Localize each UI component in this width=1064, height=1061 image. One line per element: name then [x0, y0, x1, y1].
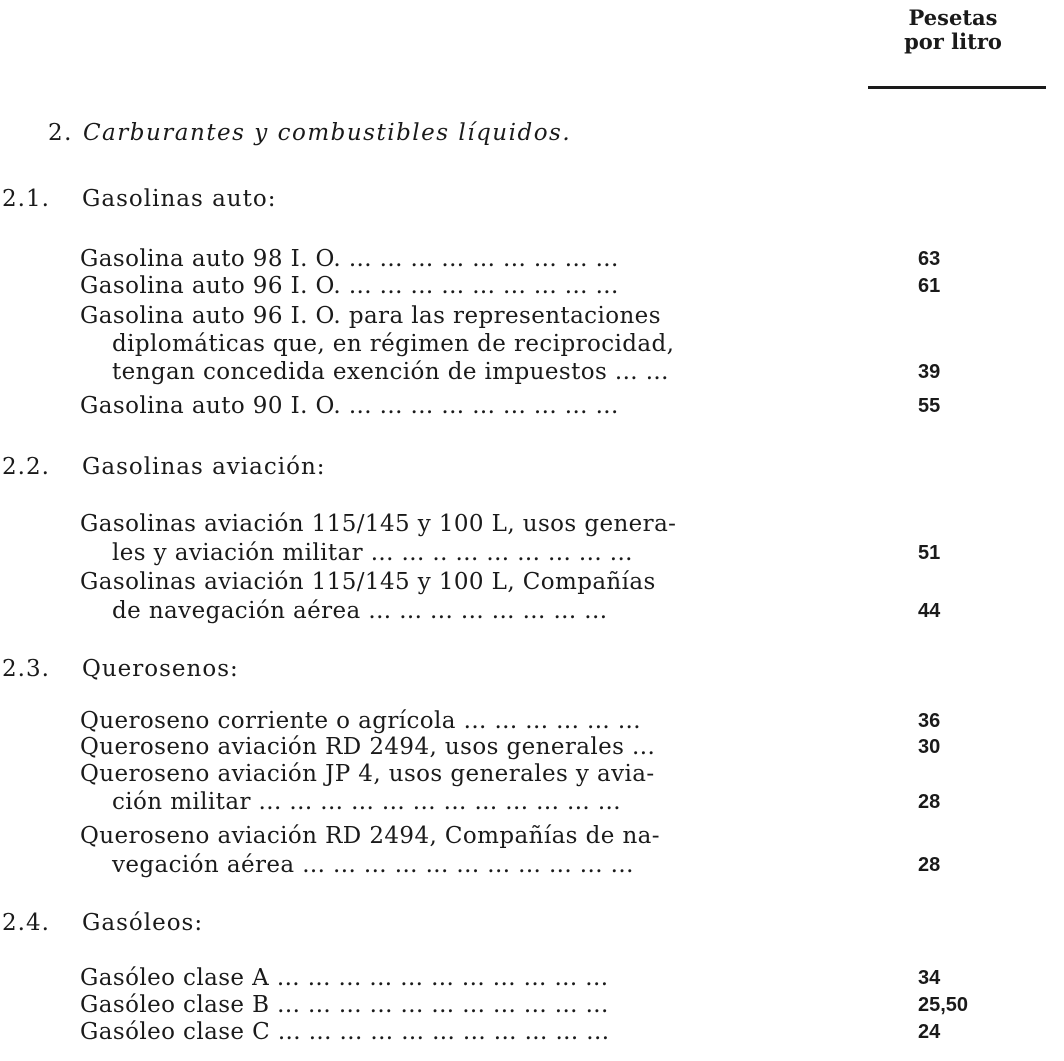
item-text: Gasolinas aviación 115/145 y 100 L, usos genera-	[80, 511, 677, 537]
item-text: Gasóleo clase C ... ... ... ... ... ... ... ... ... ... ...	[80, 1019, 610, 1045]
item-text: vegación aérea ... ... ... ... ... ... ... ... ... ... ...	[112, 852, 634, 878]
item-value: 28	[918, 791, 941, 813]
subsection-2-3	[0, 656, 239, 682]
item-text: Gasolina auto 96 I. O. para las representaciones	[80, 303, 661, 329]
subsection-title: Gasolinas aviación:	[82, 454, 326, 480]
subsection-title: Gasóleos:	[82, 910, 204, 936]
section-number: 2.	[48, 120, 73, 146]
item-text: Gasóleo clase A ... ... ... ... ... ... ... ... ... ... ...	[80, 965, 609, 991]
subsection-number: 2.2.	[2, 454, 50, 480]
item-text: tengan concedida exención de impuestos ... ...	[112, 359, 669, 385]
item-text: Gasolinas aviación 115/145 y 100 L, Compañías	[80, 569, 656, 595]
item-value: 34	[918, 967, 941, 989]
subsection-2-2	[0, 454, 326, 480]
header-rule	[868, 86, 1046, 89]
item-text: ción militar ... ... ... ... ... ... ... ... ... ... ... ...	[112, 789, 621, 815]
item-text: Queroseno aviación RD 2494, Compañías de na-	[80, 823, 660, 849]
column-header	[868, 6, 1038, 54]
item-text: les y aviación militar ... ... .. ... ... ... ... ... ...	[112, 540, 633, 566]
item-value: 51	[918, 542, 941, 564]
subsection-2-1	[0, 186, 276, 212]
item-text: de navegación aérea ... ... ... ... ... ... ... ...	[112, 598, 608, 624]
subsection-title: Gasolinas auto:	[82, 186, 277, 212]
item-text: Queroseno corriente o agrícola ... ... ... ... ... ...	[80, 708, 641, 734]
section-title-text: Carburantes y combustibles líquidos.	[82, 120, 572, 146]
subsection-number: 2.1.	[2, 186, 50, 212]
item-value: 30	[918, 736, 941, 758]
section-title	[48, 120, 571, 146]
item-value: 25,50	[918, 994, 969, 1016]
item-text: diplomáticas que, en régimen de reciprocidad,	[112, 331, 675, 357]
item-value: 28	[918, 854, 941, 876]
item-value: 63	[918, 248, 941, 270]
item-text: Gasolina auto 96 I. O. ... ... ... ... ... ... ... ... ...	[80, 273, 619, 299]
item-value: 44	[918, 600, 941, 622]
subsection-2-4	[0, 910, 203, 936]
item-value: 61	[918, 275, 941, 297]
item-text: Gasolina auto 98 I. O. ... ... ... ... ... ... ... ... ...	[80, 246, 619, 272]
subsection-number: 2.4.	[2, 910, 50, 936]
item-value: 39	[918, 361, 941, 383]
column-header-line2: por litro	[904, 29, 1002, 54]
item-value: 24	[918, 1021, 941, 1043]
item-text: Queroseno aviación JP 4, usos generales y avia-	[80, 761, 655, 787]
item-value: 55	[918, 395, 941, 417]
subsection-number: 2.3.	[2, 656, 50, 682]
item-text: Queroseno aviación RD 2494, usos generales ...	[80, 734, 656, 760]
item-text: Gasolina auto 90 I. O. ... ... ... ... ... ... ... ... ...	[80, 393, 619, 419]
column-header-line1: Pesetas	[908, 5, 998, 30]
subsection-title: Querosenos:	[82, 656, 239, 682]
item-value: 36	[918, 710, 941, 732]
item-text: Gasóleo clase B ... ... ... ... ... ... ... ... ... ... ...	[80, 992, 609, 1018]
